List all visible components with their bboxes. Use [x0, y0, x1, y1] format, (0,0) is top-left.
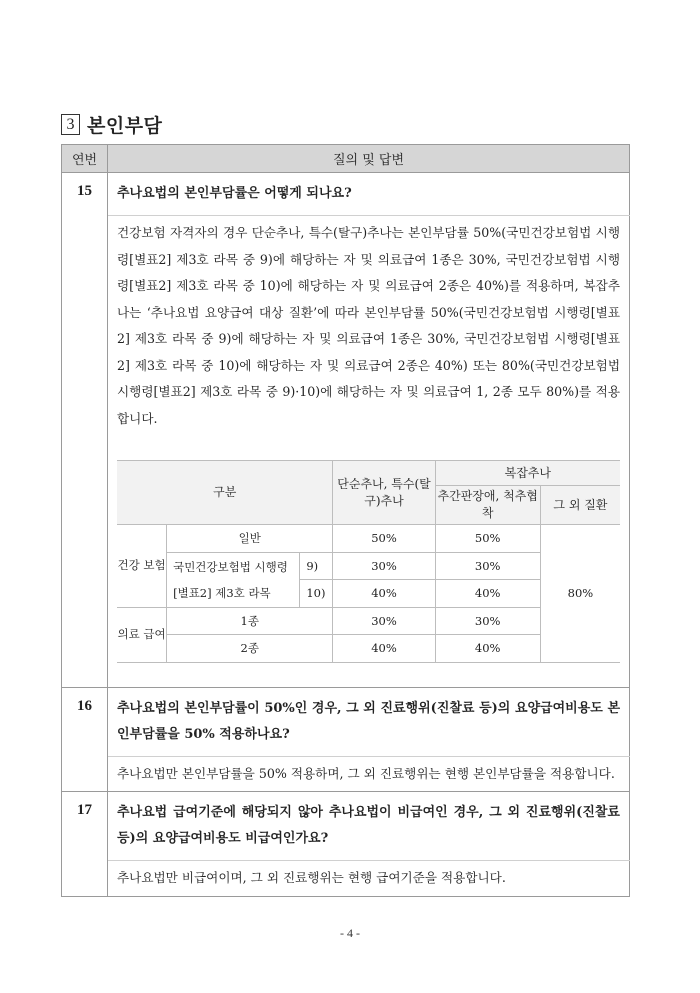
header-content: 질의 및 답변: [108, 145, 630, 173]
rate-simple-sub9: 30%: [333, 552, 435, 580]
answer-text: 건강보험 자격자의 경우 단순추나, 특수(탈구)추나는 본인부담률 50%(국민건강보험법 시행령[별표2] 제3호 라목 중 9)에 해당하는 자 및 의료급여 1종은 30%, 국민건강보험법 시행령[별표2] 제3호 라목 중 10)에 해당하는 자 및 의료급여 2종은 40%)를 적용하며, 복잡추나는 ‘추나요법 요양급여 대상 질환’에 따라 본인부담률 50%(국민건강보험법 시행령[별표2] 제3호 라목 중 9)에 해당하는 자 및 의료급여 1종은 30%, 국민건강보험법 시행령[별표2] 제3호 라목 중 10)에 해당하는 자 및 의료급여 2종은 40%) 또는 80%(국민건강보험법 시행령[별표2] 제3호 라목 중 9)·10)에 해당하는 자 및 의료급여 1, 2종 모두 80%)를 적용합니다.: [117, 225, 620, 426]
qa-row-question: [62, 173, 630, 216]
qa-row-answer: [62, 756, 630, 792]
qa-row-question: [62, 792, 630, 861]
row-number: 15: [62, 173, 108, 688]
rate-complex1-general: 50%: [435, 525, 540, 553]
rate-label-sub9: 9): [300, 552, 333, 580]
rate-complex1-type1: 30%: [435, 607, 540, 635]
qa-row-answer: [62, 861, 630, 897]
qa-row-question: [62, 687, 630, 756]
answer-cell: [108, 216, 630, 688]
qa-header-row: [62, 145, 630, 173]
rate-label-sub10: 10): [300, 580, 333, 608]
rate-other-all: 80%: [540, 525, 620, 663]
rate-simple-type2: 40%: [333, 635, 435, 663]
rate-label-type2: 2종: [167, 635, 333, 663]
page-number: - 4 -: [340, 926, 360, 940]
rate-complex1-sub9: 30%: [435, 552, 540, 580]
question-text: 추나요법 급여기준에 해당되지 않아 추나요법이 비급여인 경우, 그 외 진료행위(진찰료 등)의 요양급여비용도 비급여인가요?: [108, 792, 630, 861]
rate-complex1-type2: 40%: [435, 635, 540, 663]
row-number: 17: [62, 792, 108, 897]
rate-header-complex-sub1: 추간판장애, 척추협착: [435, 486, 540, 525]
section-number-box: 3: [61, 114, 80, 135]
rate-simple-general: 50%: [333, 525, 435, 553]
question-text: 추나요법의 본인부담률이 50%인 경우, 그 외 진료행위(진찰료 등)의 요양급여비용도 본인부담률을 50% 적용하나요?: [108, 687, 630, 756]
rate-label-general: 일반: [167, 525, 333, 553]
rate-header-complex-sub2: 그 외 질환: [540, 486, 620, 525]
rate-complex1-sub10: 40%: [435, 580, 540, 608]
group-health: 건강 보험: [117, 525, 167, 608]
rate-header-complex: 복잡추나: [435, 461, 620, 486]
rate-simple-sub10: 40%: [333, 580, 435, 608]
rate-table: [117, 460, 620, 663]
row-number: 16: [62, 687, 108, 792]
qa-table: [61, 144, 630, 897]
rate-header-simple: 단순추나, 특수(탈구)추나: [333, 461, 435, 525]
section-heading: [61, 111, 162, 137]
rate-sub-label: 국민건강보험법 시행령 [별표2] 제3호 라목: [167, 552, 300, 607]
rate-header-row: [117, 461, 620, 486]
rate-row-general: [117, 525, 620, 553]
question-text: 추나요법의 본인부담률은 어떻게 되나요?: [108, 173, 630, 216]
group-medical: 의료 급여: [117, 607, 167, 662]
answer-text: 추나요법만 비급여이며, 그 외 진료행위는 현행 급여기준을 적용합니다.: [108, 861, 630, 897]
answer-text: 추나요법만 본인부담률을 50% 적용하며, 그 외 진료행위는 현행 본인부담률을 적용합니다.: [108, 756, 630, 792]
rate-header-category: 구분: [117, 461, 333, 525]
section-title: 본인부담: [87, 114, 163, 137]
qa-row-answer: [62, 216, 630, 688]
rate-simple-type1: 30%: [333, 607, 435, 635]
header-no: 연번: [62, 145, 108, 173]
rate-label-type1: 1종: [167, 607, 333, 635]
